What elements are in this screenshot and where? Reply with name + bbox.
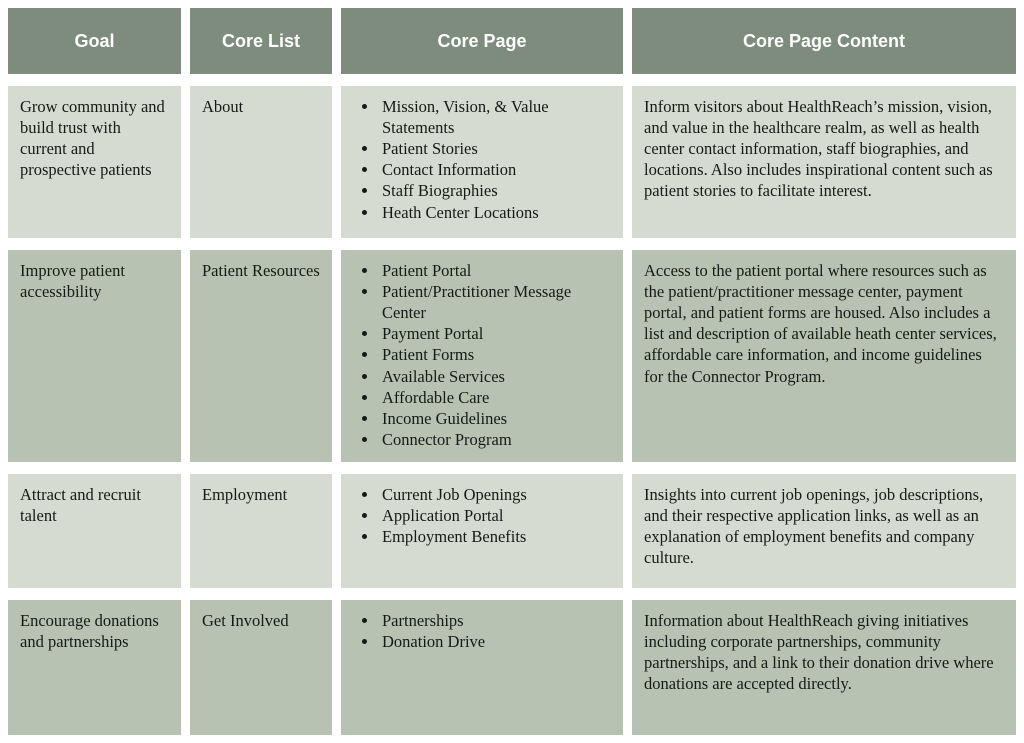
core-page-content-cell: Information about HealthReach giving initiatives including corporate partnerships, community partnerships, and a link to their donation drive where donations are accepted directly. [632, 600, 1016, 735]
core-list-cell: Employment [190, 474, 332, 588]
core-page-cell [341, 474, 623, 588]
core-page-item: • Current Job Openings [379, 484, 611, 505]
goal-cell: Improve patient accessibility [8, 250, 181, 462]
core-page-cell [341, 250, 623, 462]
core-list-cell: About [190, 86, 332, 238]
header-cell-core-list: Core List [190, 8, 332, 74]
core-page-item: • Connector Program [379, 429, 611, 450]
core-page-content-cell: Insights into current job openings, job descriptions, and their respective application links, as well as an explanation of employment benefits and company culture. [632, 474, 1016, 588]
core-page-item: • Donation Drive [379, 631, 611, 652]
core-page-item: • Patient Forms [379, 344, 611, 365]
core-list-cell: Patient Resources [190, 250, 332, 462]
core-page-item: • Partnerships [379, 610, 611, 631]
core-page-content-cell: Access to the patient portal where resources such as the patient/practitioner message center, payment portal, and patient forms are housed. Also includes a list and description of available heath center services, affordable care information, and income guidelines for the Connector Program. [632, 250, 1016, 462]
core-page-item: • Staff Biographies [379, 180, 611, 201]
core-page-cell [341, 600, 623, 735]
core-page-list [353, 96, 611, 223]
core-page-list [353, 260, 611, 450]
core-page-item: • Patient Stories [379, 138, 611, 159]
core-page-item: • Application Portal [379, 505, 611, 526]
core-page-item: • Employment Benefits [379, 526, 611, 547]
core-page-list [353, 484, 611, 547]
core-page-cell [341, 86, 623, 238]
goal-cell: Encourage donations and partnerships [8, 600, 181, 735]
core-page-item: • Mission, Vision, & Value Statements [379, 96, 611, 138]
core-page-item: • Patient Portal [379, 260, 611, 281]
core-page-content-cell: Inform visitors about HealthReach’s mission, vision, and value in the healthcare realm, as well as health center contact information, staff biographies, and locations. Also includes inspirational content such as patient stories to facilitate interest. [632, 86, 1016, 238]
core-page-item: • Income Guidelines [379, 408, 611, 429]
core-list-cell: Get Involved [190, 600, 332, 735]
header-cell-core-page: Core Page [341, 8, 623, 74]
core-page-item: • Available Services [379, 366, 611, 387]
goal-cell: Attract and recruit talent [8, 474, 181, 588]
core-page-item: • Contact Information [379, 159, 611, 180]
goal-cell: Grow community and build trust with current and prospective patients [8, 86, 181, 238]
core-page-list [353, 610, 611, 652]
header-cell-core-page-content: Core Page Content [632, 8, 1016, 74]
header-cell-goal: Goal [8, 8, 181, 74]
core-page-item: • Heath Center Locations [379, 202, 611, 223]
core-page-item: • Payment Portal [379, 323, 611, 344]
core-page-item: • Patient/Practitioner Message Center [379, 281, 611, 323]
core-page-item: • Affordable Care [379, 387, 611, 408]
